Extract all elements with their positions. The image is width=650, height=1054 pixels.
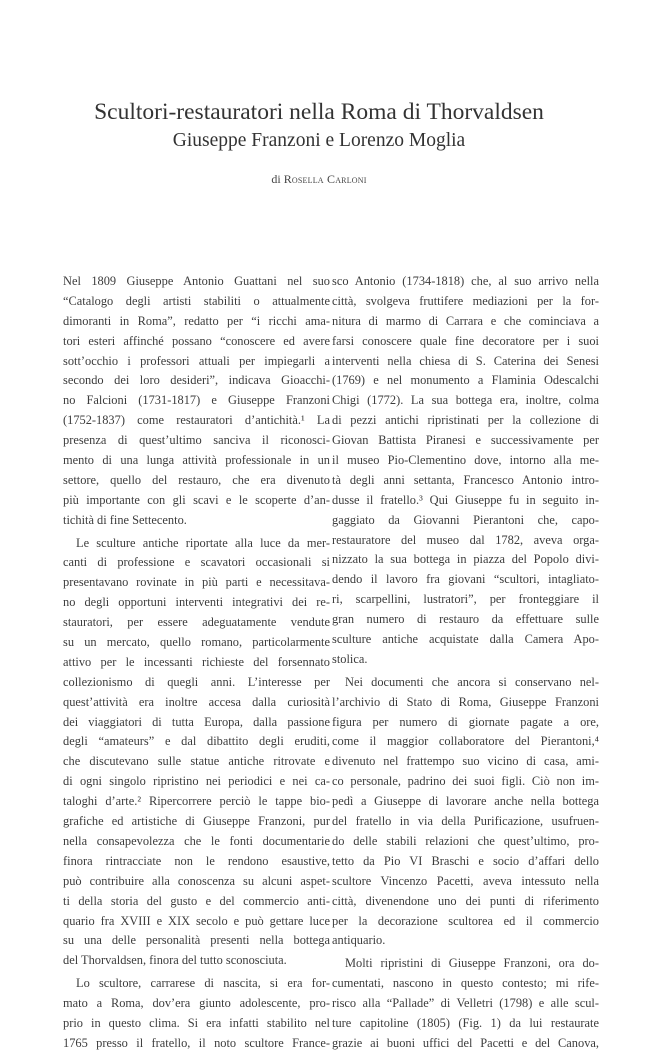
left-column-line: finora rintracciate non le rendono esaustive, <box>63 853 330 868</box>
left-column-line: settore, quello del restauro, che era divenuto <box>63 472 330 487</box>
right-column-line: ture capitoline (1805) (Fig. 1) da lui restaurate <box>332 1015 599 1030</box>
right-column-line: risco alla “Pallade” di Velletri (1798) e alle scul- <box>332 996 599 1011</box>
right-column-line: divenuto nel frattempo suo vicino di casa, ami- <box>332 754 599 769</box>
byline <box>0 170 638 188</box>
right-column-line: stolica. <box>332 651 368 666</box>
left-column-line: no Falcioni (1731-1817) e Giuseppe Franzoni <box>63 393 330 408</box>
left-column-line: canti di professione e scavatori occasionali si <box>63 555 330 570</box>
right-column-line: figura per numero di giornate pagate a ore, <box>332 714 599 729</box>
left-column-line: Nel 1809 Giuseppe Antonio Guattani nel suo <box>63 274 330 288</box>
left-column-line: taloghi d’arte.² Ripercorrere perciò le tappe bio- <box>63 794 330 809</box>
byline-prefix: di <box>271 172 281 186</box>
right-column-line: il museo Pio-Clementino dove, intorno alla me- <box>332 453 599 468</box>
left-column-line: che discutevano sulle statue antiche ritrovate e <box>63 754 330 769</box>
right-column-line: interventi nella chiesa di S. Caterina dei Senesi <box>332 353 599 368</box>
right-column-line: dendo il lavoro fra giovani “scultori, intagliato- <box>332 572 599 587</box>
article-subtitle: Giuseppe Franzoni e Lorenzo Moglia <box>172 130 466 151</box>
left-column-line: mento di una lunga attività professionale in un <box>63 453 330 468</box>
left-column-line: grafiche ed artistiche di Giuseppe Franzoni, pur <box>63 814 330 829</box>
right-column-line: grazie ai buoni uffici del Pacetti e del Canova, <box>332 1035 599 1050</box>
right-column-line: (1769) e nel monumento a Flaminia Odescalchi <box>332 373 599 388</box>
right-column-line: sculture antiche acquistate dalla Camera Apo- <box>332 632 599 647</box>
right-column-line: Molti ripristini di Giuseppe Franzoni, ora do- <box>345 956 599 971</box>
left-column-line: 1765 presso il fratello, il noto scultore France- <box>63 1035 330 1050</box>
left-column-line: degli “amateurs” e dal dibattito degli eruditi, <box>63 734 330 749</box>
right-column-line: città, svolgeva fruttifere mediazioni per la for- <box>332 293 599 308</box>
left-column-line: nella consapevolezza che le fonti documentarie <box>63 833 330 848</box>
right-column-line: ri, scarpellini, lustratori”, per fronteggiare il <box>332 592 599 607</box>
left-column-line: collezionismo di quegli anni. L’interesse per <box>63 674 330 689</box>
right-column-line: sco Antonio (1734-1818) che, al suo arrivo nella <box>332 274 599 288</box>
right-column-line: del fratello in via della Purificazione, usufruen- <box>332 814 599 829</box>
left-column-line: secondo dei loro desideri”, indicava Gioacchi- <box>63 373 330 388</box>
left-column-line: prio in questo clima. Si era infatti stabilito nel <box>63 1015 330 1030</box>
right-column-line: co personale, padrino dei suoi figli. Ciò non im- <box>332 774 599 789</box>
right-column-line: Giovan Battista Piranesi e successivamente per <box>332 433 599 448</box>
right-column-line: Chigi (1772). La sua bottega era, inoltre, colma <box>332 393 599 408</box>
right-column-line: nitura di marmo di Carrara e che cominciava a <box>332 313 599 328</box>
left-text-column <box>63 272 330 1054</box>
right-column-line: come il maggior collaboratore del Pierantoni,⁴ <box>332 734 599 749</box>
right-column-line: dusse il fratello.³ Qui Giuseppe fu in seguito in- <box>332 492 599 507</box>
right-column-line: l’archivio di Stato di Roma, Giuseppe Franzoni <box>332 694 599 709</box>
left-column-line: tichità di fine Settecento. <box>63 512 187 527</box>
left-column-line: su un mercato, quello romano, particolarmente <box>63 635 330 650</box>
right-column-line: Nei documenti che ancora si conservano nel- <box>345 674 599 689</box>
left-column-line: attivo per le incessanti richieste del forsennato <box>63 654 330 669</box>
left-column-line: Lo scultore, carrarese di nascita, si era for- <box>76 976 330 991</box>
left-column-line: Le sculture antiche riportate alla luce da mer- <box>76 535 330 550</box>
right-column-line: gran numero di restauro da effettuare sulle <box>332 612 599 627</box>
left-column-line: quest’attività era inoltre accesa dalla curiosità <box>63 694 330 709</box>
right-column-line: nizzato la sua bottega in piazza del Popolo divi- <box>332 552 599 567</box>
right-column-line: tetto da Pio VI Braschi e socio d’affari dello <box>332 853 599 868</box>
left-column-line: del Thorvaldsen, finora del tutto sconosciuta. <box>63 953 287 968</box>
right-column-line: antiquario. <box>332 933 386 948</box>
left-column-line: di ogni singolo ripristino nei periodici e nei ca- <box>63 774 330 789</box>
left-column-line: presenza di quest’ultimo sanciva il riconosci- <box>63 433 330 448</box>
left-column-line: no degli opportuni interventi integrativi dei re- <box>63 595 330 610</box>
right-column-line: pedì a Giuseppe di lavorare anche nella bottega <box>332 794 599 809</box>
left-column-line: dimoranti in Roma”, redatto per “i ricchi ama- <box>63 313 330 328</box>
right-column-line: città, divenendone uno dei punti di riferimento <box>332 893 599 908</box>
right-text-column <box>332 272 599 1054</box>
right-column-line: restauratore del museo dal 1782, aveva orga- <box>332 532 599 547</box>
left-column-line: sott’occhio i professori attuali per impiegarli a <box>63 353 330 368</box>
article-title: Scultori-restauratori nella Roma di Thorvaldsen <box>94 99 544 125</box>
left-column-line: presentavano rovinate in più parti e necessitava- <box>63 575 330 590</box>
left-column-line: tori esteri affinché possano “conoscere ed avere <box>63 333 330 348</box>
right-column-line: scultore Vincenzo Pacetti, aveva intessuto nella <box>332 873 599 888</box>
right-column-line: gaggiato da Giovanni Pierantoni che, capo- <box>332 512 599 527</box>
right-column-line: per la decorazione scultorea ed il commercio <box>332 913 599 928</box>
right-column-line: cumentati, nascono in questo contesto; mi rife- <box>332 976 599 991</box>
left-column-line: quario fra XVIII e XIX secolo e può gettare luce <box>63 913 330 928</box>
right-column-line: tà degli anni settanta, Francesco Antonio intro- <box>332 472 599 487</box>
author-name: Rosella Carloni <box>283 172 367 186</box>
right-column-line: farsi conoscere quale fine decoratore per i suoi <box>332 333 599 348</box>
left-column-line: dei viaggiatori di tutta Europa, dalla passione <box>63 714 330 729</box>
left-column-line: più importante con gli scavi e le scoperte d’an- <box>63 492 330 507</box>
left-column-line: può contribuire alla conoscenza su alcuni aspet- <box>63 873 330 888</box>
right-column-line: di pezzi antichi ripristinati per la collezione di <box>332 413 599 428</box>
left-column-line: “Catalogo degli artisti stabiliti o attualmente <box>63 293 330 308</box>
right-column-line: do delle stabili relazioni che quest’ultimo, pro- <box>332 833 599 848</box>
left-column-line: su una delle personalità presenti nella bottega <box>63 933 330 948</box>
left-column-line: (1752-1837) come restauratori d’antichità.¹ La <box>63 413 330 428</box>
left-column-line: stauratori, per essere adeguatamente vendute <box>63 615 330 630</box>
left-column-line: ti della storia del gusto e del commercio anti- <box>63 893 330 908</box>
left-column-line: mato a Roma, dov’era giunto adolescente, pro- <box>63 996 330 1011</box>
